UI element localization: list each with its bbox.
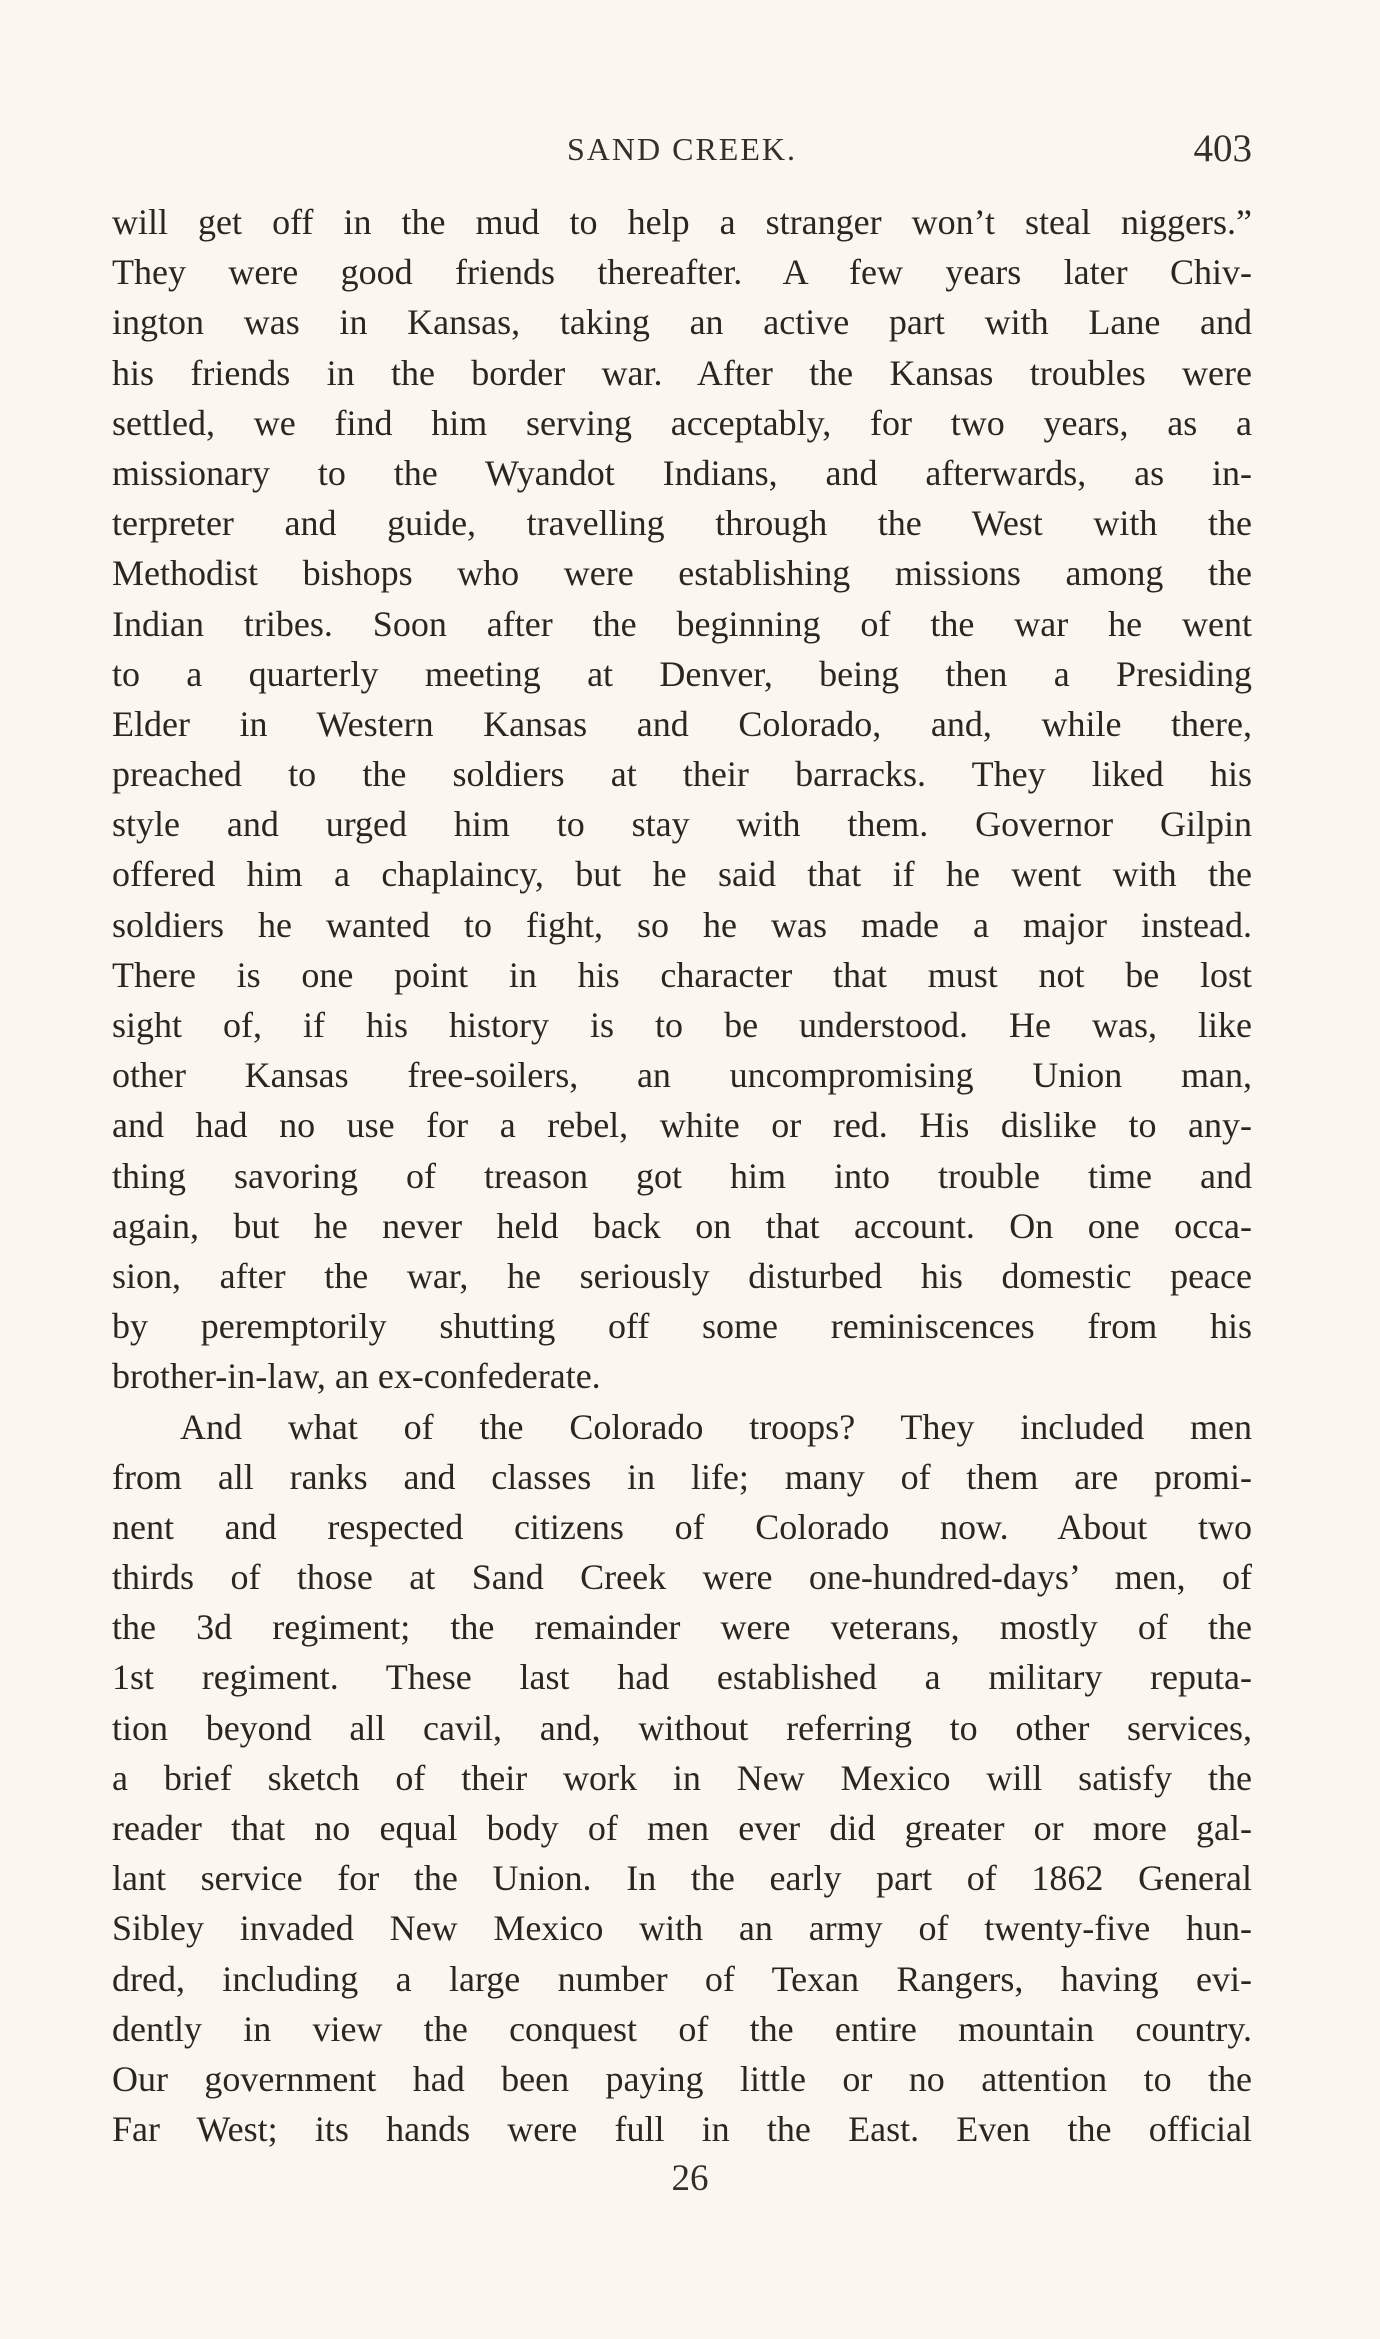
text-line: by peremptorily shutting off some reminiscences from his	[112, 1306, 1252, 1347]
text-line: sion, after the war, he seriously disturbed his domestic peace	[112, 1255, 1252, 1296]
text-line: ington was in Kansas, taking an active part with Lane and	[112, 302, 1252, 343]
text-line: thing savoring of treason got him into trouble time and	[112, 1155, 1252, 1196]
text-line: Methodist bishops who were establishing missions among the	[112, 553, 1252, 594]
text-line: They were good friends thereafter. A few years later Chiv-	[112, 252, 1252, 293]
paragraph-2	[112, 1402, 1252, 2155]
text-line: soldiers he wanted to fight, so he was made a major instead.	[112, 904, 1252, 945]
text-line: will get off in the mud to help a stranger won’t steal niggers.”	[112, 202, 1252, 242]
text-line: tion beyond all cavil, and, without referring to other services,	[112, 1707, 1252, 1748]
running-title: SAND CREEK.	[566, 131, 797, 167]
text-line: to a quarterly meeting at Denver, being then a Presiding	[112, 653, 1252, 694]
text-line: Indian tribes. Soon after the beginning of the war he went	[112, 603, 1252, 644]
text-line: thirds of those at Sand Creek were one-hundred-days’ men, of	[112, 1557, 1252, 1598]
text-line: other Kansas free-soilers, an uncompromising Union man,	[112, 1055, 1252, 1096]
text-line: from all ranks and classes in life; many of them are promi-	[112, 1456, 1252, 1497]
text-line: nent and respected citizens of Colorado now. About two	[112, 1506, 1252, 1547]
text-line: terpreter and guide, travelling through the West with the	[112, 503, 1252, 544]
text-line: his friends in the border war. After the Kansas troubles were	[112, 352, 1252, 393]
text-line: There is one point in his character that must not be lost	[112, 954, 1252, 995]
text-line: Far West; its hands were full in the East. Even the official	[112, 2109, 1252, 2150]
text-line: Sibley invaded New Mexico with an army of twenty-five hun-	[112, 1908, 1252, 1949]
text-line: reader that no equal body of men ever did greater or more gal-	[112, 1808, 1252, 1848]
text-line: lant service for the Union. In the early part of 1862 General	[112, 1858, 1252, 1899]
running-head	[112, 124, 1252, 174]
text-line: sight of, if his history is to be understood. He was, like	[112, 1005, 1252, 1045]
text-line: Our government had been paying little or no attention to the	[112, 2058, 1252, 2099]
text-line: settled, we find him serving acceptably, for two years, as a	[112, 402, 1252, 443]
page-number: 403	[1193, 127, 1252, 170]
text-line: the 3d regiment; the remainder were veterans, mostly of the	[112, 1607, 1252, 1648]
paragraph-1	[112, 197, 1252, 1402]
text-line: and had no use for a rebel, white or red. His dislike to any-	[112, 1105, 1252, 1146]
text-line: offered him a chaplaincy, but he said that if he went with the	[112, 854, 1252, 895]
text-line: again, but he never held back on that account. On one occa-	[112, 1205, 1252, 1246]
text-line: dently in view the conquest of the entire mountain country.	[112, 2008, 1252, 2049]
text-line: 1st regiment. These last had established a military reputa-	[112, 1657, 1252, 1698]
body-text	[112, 197, 1252, 2154]
text-line: missionary to the Wyandot Indians, and afterwards, as in-	[112, 452, 1252, 493]
text-line: And what of the Colorado troops? They included men	[180, 1406, 1252, 1447]
signature-mark: 26	[671, 2158, 709, 2199]
text-line: Elder in Western Kansas and Colorado, and, while there,	[112, 703, 1252, 744]
text-line: brother-in-law, an ex-confederate.	[112, 1356, 601, 1397]
text-line: dred, including a large number of Texan Rangers, having evi-	[112, 1958, 1252, 1999]
text-line: a brief sketch of their work in New Mexico will satisfy the	[112, 1757, 1252, 1798]
text-line: preached to the soldiers at their barracks. They liked his	[112, 754, 1252, 795]
text-line: style and urged him to stay with them. Governor Gilpin	[112, 804, 1252, 845]
